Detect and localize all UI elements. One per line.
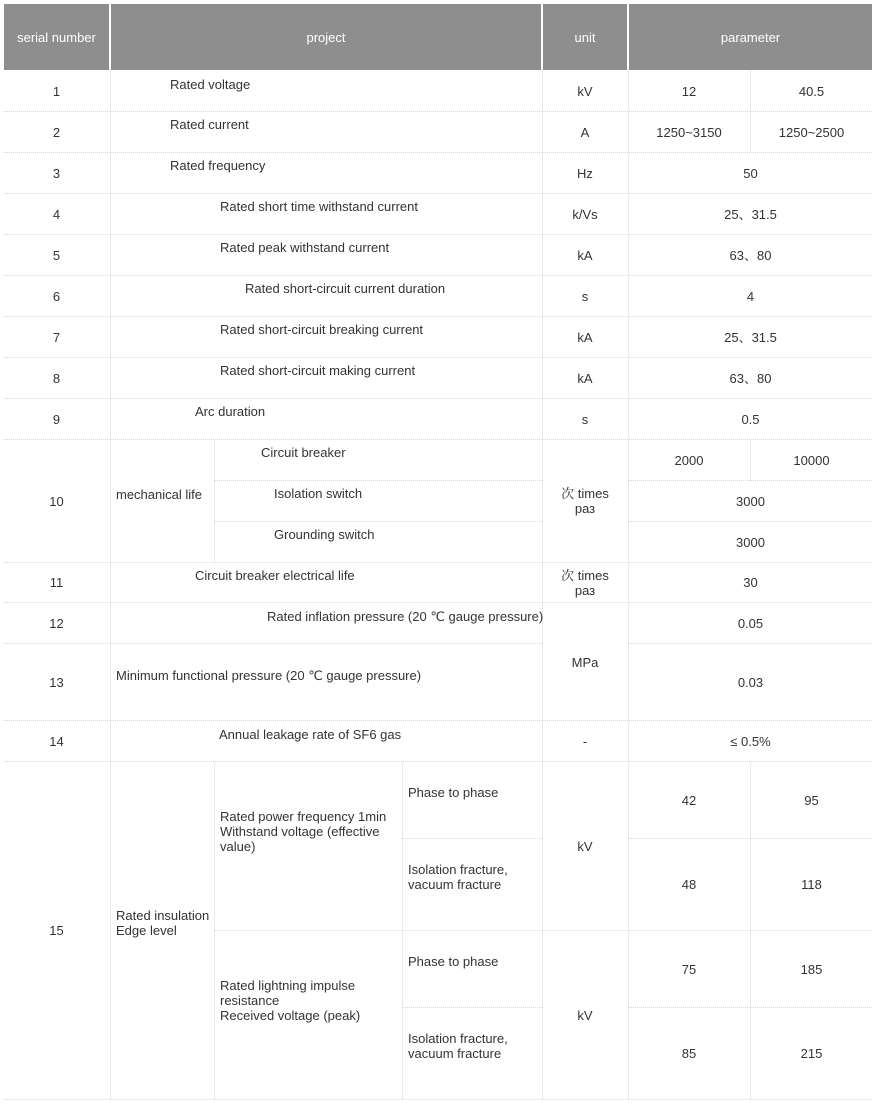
- sub-item-label: Grounding switch: [274, 527, 375, 542]
- unit-value: kA: [577, 248, 593, 263]
- row-separator: [4, 111, 872, 112]
- row-separator: [4, 439, 872, 440]
- sub-item-label: Isolation fracture,: [408, 1031, 508, 1046]
- parameter-value: 0.5: [741, 412, 760, 427]
- sub-group-label: Rated power frequency 1min: [220, 809, 387, 824]
- project-label: Arc duration: [195, 404, 266, 419]
- parameter-value: 10000: [793, 453, 830, 468]
- project-label: Minimum functional pressure (20 ℃ gauge pressure): [116, 668, 422, 683]
- sub-group-label: Rated lightning impulse: [220, 978, 356, 993]
- row-separator: [628, 838, 872, 839]
- row-separator: [4, 562, 872, 563]
- project-label: Rated peak withstand current: [220, 240, 390, 255]
- divider: [110, 70, 111, 1100]
- project-label: Circuit breaker electrical life: [195, 568, 355, 583]
- row-separator: [214, 930, 872, 931]
- parameter-value: 185: [800, 962, 823, 977]
- row-separator: [4, 602, 872, 603]
- unit-value: раз: [574, 583, 596, 598]
- project-label: Rated short time withstand current: [220, 199, 418, 214]
- sub-group-label: resistance: [220, 993, 280, 1008]
- parameter-value: 3000: [736, 535, 765, 550]
- project-label: Annual leakage rate of SF6 gas: [219, 727, 402, 742]
- parameter-value: 25、31.5: [724, 330, 777, 345]
- sub-item-label: vacuum fracture: [408, 877, 502, 892]
- serial-number: 6: [52, 289, 61, 304]
- unit-value: 次 times: [561, 568, 609, 583]
- project-label: Rated voltage: [170, 77, 251, 92]
- unit-value: s: [581, 412, 589, 427]
- parameter-value: 215: [800, 1046, 823, 1061]
- parameter-value: 50: [743, 166, 758, 181]
- divider: [214, 440, 215, 562]
- unit-value: раз: [574, 501, 596, 516]
- unit-value: -: [582, 734, 588, 749]
- project-label: Rated short-circuit making current: [220, 363, 416, 378]
- unit-value: kA: [577, 330, 593, 345]
- sub-item-label: Phase to phase: [408, 785, 499, 800]
- row-separator: [4, 152, 872, 153]
- parameter-value: 48: [681, 877, 697, 892]
- row-separator: [402, 1007, 542, 1008]
- parameter-value: 1250~3150: [656, 125, 722, 140]
- unit-value: Hz: [577, 166, 593, 181]
- sub-item-label: vacuum fracture: [408, 1046, 502, 1061]
- parameter-value: 2000: [674, 453, 704, 468]
- row-separator: [628, 480, 872, 481]
- parameter-value: 63、80: [729, 371, 772, 386]
- parameter-value: 1250~2500: [778, 125, 845, 140]
- sub-group-label: value): [220, 839, 256, 854]
- header-serial: serial number: [4, 4, 109, 70]
- project-label: Rated short-circuit breaking current: [220, 322, 424, 337]
- row-separator: [4, 357, 872, 358]
- unit-value: kV: [577, 839, 593, 854]
- row-separator: [4, 643, 542, 644]
- sub-group-label: Withstand voltage (effective: [220, 824, 380, 839]
- row-separator: [214, 480, 542, 481]
- parameter-value: 4: [746, 289, 755, 304]
- serial-number: 4: [52, 207, 61, 222]
- serial-number: 5: [52, 248, 61, 263]
- row-separator: [4, 398, 872, 399]
- unit-value: 次 times: [561, 486, 609, 501]
- row-separator: [628, 643, 872, 644]
- group-label: Edge level: [116, 923, 177, 938]
- parameter-value: 30: [743, 575, 758, 590]
- serial-number: 3: [52, 166, 61, 181]
- header-unit: unit: [543, 4, 627, 70]
- row-separator: [4, 761, 872, 762]
- unit-value: kA: [577, 371, 593, 386]
- serial-number: 7: [52, 330, 61, 345]
- row-separator: [4, 1099, 872, 1100]
- header-project: project: [111, 4, 541, 70]
- parameter-value: 25、31.5: [724, 207, 777, 222]
- serial-number: 2: [52, 125, 61, 140]
- project-label: Rated inflation pressure (20 ℃ gauge pressure): [267, 609, 544, 624]
- group-label: mechanical life: [116, 487, 202, 502]
- row-separator: [4, 275, 872, 276]
- unit-value: A: [580, 125, 590, 140]
- parameter-value: 40.5: [798, 84, 825, 99]
- row-separator: [402, 838, 542, 839]
- row-separator: [4, 720, 872, 721]
- unit-value: k/Vs: [572, 207, 598, 222]
- unit-value: kV: [577, 84, 593, 99]
- sub-item-label: Isolation fracture,: [408, 862, 508, 877]
- group-label: Rated insulation: [116, 908, 210, 923]
- serial-number: 10: [49, 494, 64, 509]
- sub-group-label: Received voltage (peak): [220, 1008, 361, 1023]
- serial-number: 13: [49, 675, 64, 690]
- serial-number: 12: [49, 616, 64, 631]
- sub-item-label: Isolation switch: [274, 486, 363, 501]
- header-parameter: parameter: [629, 4, 872, 70]
- project-label: Rated current: [170, 117, 249, 132]
- serial-number: 8: [52, 371, 61, 386]
- row-separator: [628, 521, 872, 522]
- divider: [214, 762, 215, 1100]
- parameter-value: 42: [681, 793, 697, 808]
- parameter-value: 0.05: [737, 616, 764, 631]
- sub-item-label: Phase to phase: [408, 954, 499, 969]
- row-separator: [4, 234, 872, 235]
- serial-number: 1: [52, 84, 61, 99]
- parameter-value: ≤ 0.5%: [730, 734, 771, 749]
- parameter-value: 85: [681, 1046, 697, 1061]
- row-separator: [214, 521, 542, 522]
- project-label: Rated frequency: [170, 158, 266, 173]
- sub-item-label: Circuit breaker: [261, 445, 346, 460]
- parameter-value: 63、80: [729, 248, 772, 263]
- serial-number: 15: [49, 923, 64, 938]
- serial-number: 14: [49, 734, 64, 749]
- unit-value: MPa: [571, 655, 599, 670]
- row-separator: [4, 193, 872, 194]
- parameter-value: 12: [681, 84, 697, 99]
- unit-value: s: [581, 289, 589, 304]
- project-label: Rated short-circuit current duration: [245, 281, 446, 296]
- divider: [402, 762, 403, 1100]
- parameter-value: 0.03: [737, 675, 764, 690]
- parameter-value: 118: [801, 877, 822, 892]
- parameter-value: 95: [804, 793, 819, 808]
- serial-number: 11: [49, 575, 64, 590]
- parameter-value: 3000: [736, 494, 765, 509]
- parameter-value: 75: [681, 962, 697, 977]
- row-separator: [4, 316, 872, 317]
- row-separator: [628, 1007, 872, 1008]
- serial-number: 9: [52, 412, 61, 427]
- unit-value: kV: [577, 1008, 593, 1023]
